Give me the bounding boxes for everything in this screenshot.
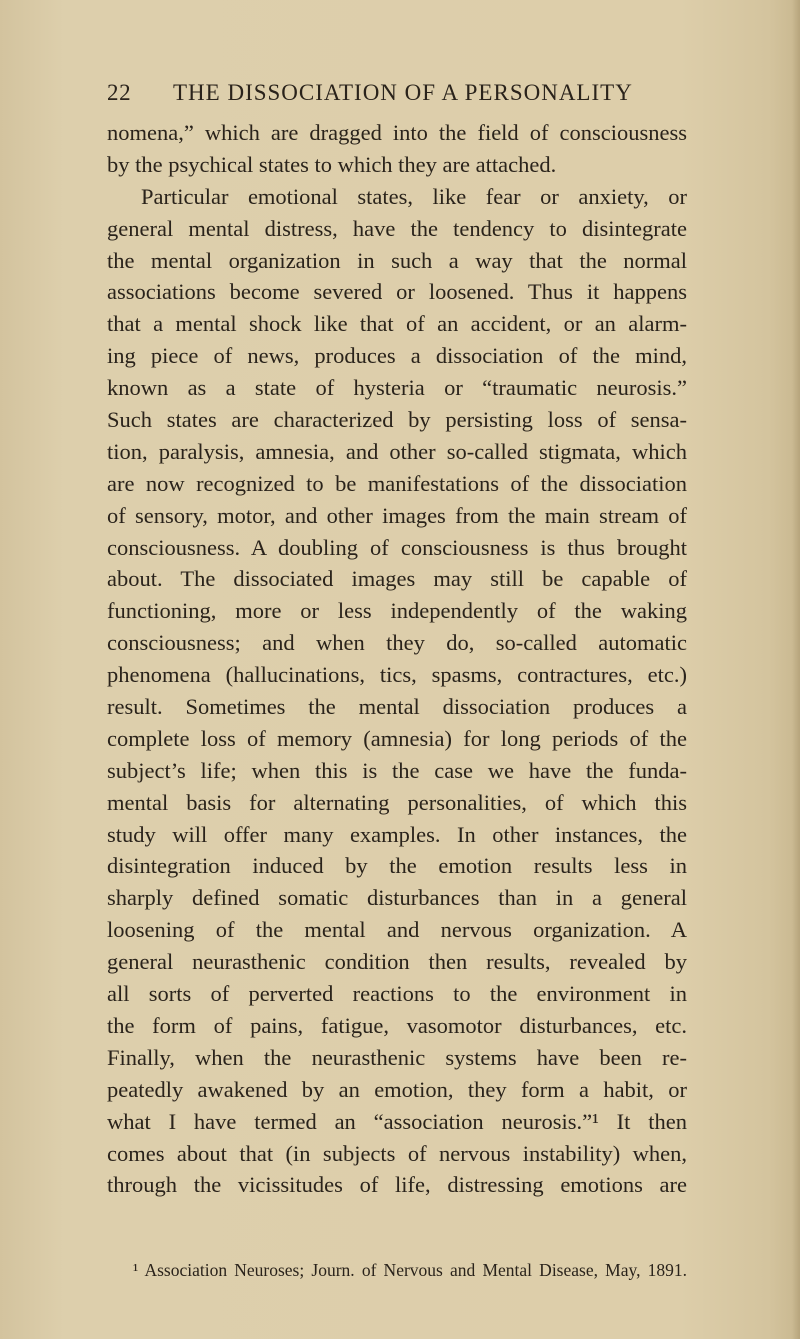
text-line: general mental distress, have the tendency to disintegrate xyxy=(107,215,687,241)
text-line: functioning, more or less independently of the waking xyxy=(107,598,687,624)
text-line: about. The dissociated images may still be capable of xyxy=(107,566,687,592)
text-line: loosening of the mental and nervous organization. A xyxy=(107,917,687,943)
text-line: disintegration induced by the emotion results less in xyxy=(107,853,687,879)
text-line: Such states are characterized by persisting loss of sensa- xyxy=(107,407,687,433)
text-line: are now recognized to be manifestations of the dissociation xyxy=(107,470,687,496)
text-line: that a mental shock like that of an accident, or an alarm- xyxy=(107,311,687,337)
text-line: the form of pains, fatigue, vasomotor disturbances, etc. xyxy=(107,1012,687,1038)
text-line: nomena,” which are dragged into the field of consciousness xyxy=(107,120,687,145)
running-head xyxy=(107,80,685,114)
text-line: what I have termed an “association neurosis.”¹ It then xyxy=(107,1108,687,1134)
text-line: comes about that (in subjects of nervous instability) when, xyxy=(107,1140,687,1166)
text-line: study will offer many examples. In other instances, the xyxy=(107,821,687,847)
text-line: the mental organization in such a way that the normal xyxy=(107,247,687,273)
text-line: associations become severed or loosened. Thus it happens xyxy=(107,279,687,305)
text-line: consciousness. A doubling of consciousness is thus brought xyxy=(107,534,687,560)
text-line: complete loss of memory (amnesia) for long periods of the xyxy=(107,725,687,751)
page-number: 22 xyxy=(107,80,132,105)
body-text xyxy=(107,117,687,1201)
text-line: all sorts of perverted reactions to the environment in xyxy=(107,981,687,1007)
text-line: result. Sometimes the mental dissociation produces a xyxy=(107,694,687,720)
text-line: through the vicissitudes of life, distressing emotions are xyxy=(107,1172,687,1198)
text-line: subject’s life; when this is the case we have the funda- xyxy=(107,757,687,783)
text-line: known as a state of hysteria or “traumatic neurosis.” xyxy=(107,375,687,401)
text-line: by the psychical states to which they are attached. xyxy=(107,151,557,177)
text-line: consciousness; and when they do, so-called automatic xyxy=(107,630,687,656)
text-line: peatedly awakened by an emotion, they form a habit, or xyxy=(107,1076,687,1102)
text-line: of sensory, motor, and other images from the main stream of xyxy=(107,502,687,528)
text-line: sharply defined somatic disturbances than in a general xyxy=(107,885,687,911)
page-edge-shadow xyxy=(792,0,800,1339)
text-line: general neurasthenic condition then results, revealed by xyxy=(107,949,687,975)
text-line: Particular emotional states, like fear or anxiety, or xyxy=(141,183,687,209)
footnote: ¹ Association Neuroses; Journ. of Nervous and Mental Disease, May, 1891. xyxy=(133,1260,687,1280)
text-line: ing piece of news, produces a dissociation of the mind, xyxy=(107,343,687,369)
running-title: THE DISSOCIATION OF A PERSONALITY xyxy=(173,80,633,105)
text-line: phenomena (hallucinations, tics, spasms, contractures, etc.) xyxy=(107,662,687,688)
text-line: mental basis for alternating personalities, of which this xyxy=(107,789,687,815)
text-line: Finally, when the neurasthenic systems have been re- xyxy=(107,1044,687,1070)
text-line: tion, paralysis, amnesia, and other so-called stigmata, which xyxy=(107,438,687,464)
